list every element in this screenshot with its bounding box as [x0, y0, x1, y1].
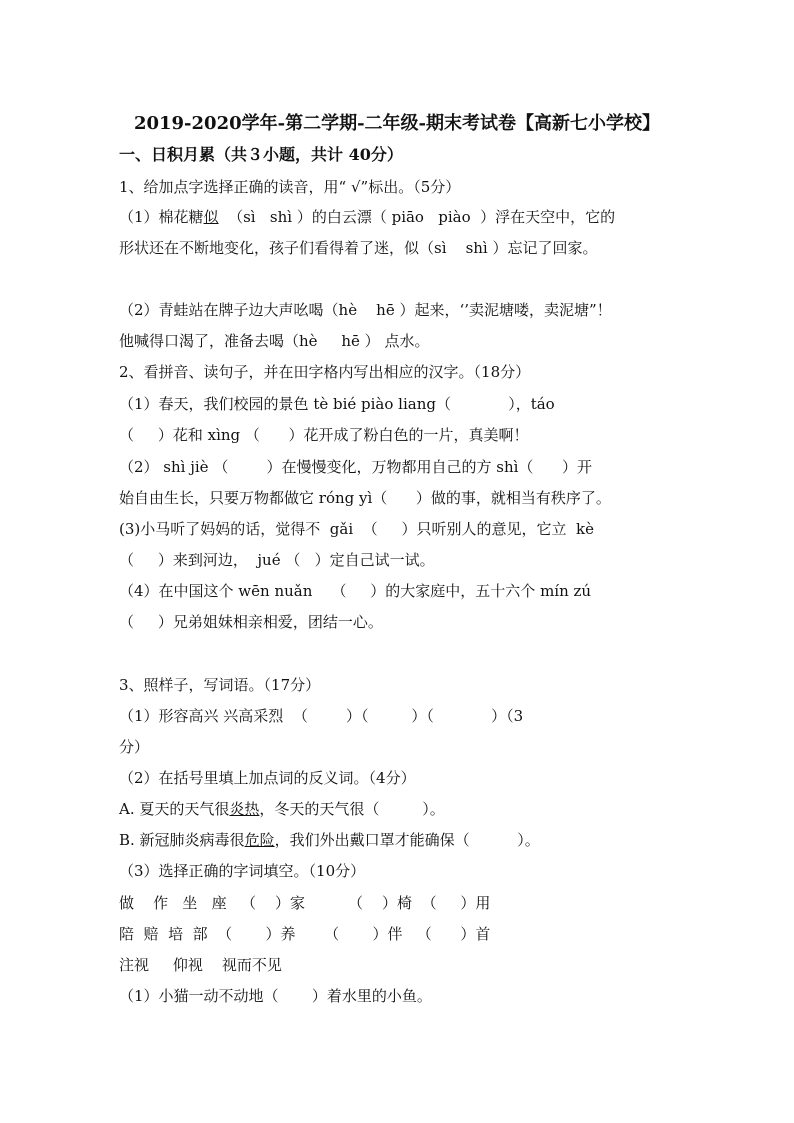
question-3-line-5: B. 新冠肺炎病毒很危险，我们外出戴口罩才能确保（ ）。 [119, 831, 540, 849]
question-3-line-8: 陪 赔 培 部 （ ）养 （ ）伴 （ ）首 [119, 925, 491, 943]
question-1-line-3: （2）青蛙站在牌子边大声吆喝（hè hē ）起来，‘’卖泥塘喽，卖泥塘”！ [119, 301, 612, 319]
question-3-line-9: 注视 仰视 视而不见 [119, 956, 282, 974]
question-3-line-2: 分） [119, 738, 150, 756]
section-heading: 一、日积月累（共３小题，共计 40分） [119, 145, 403, 164]
question-1-line-2: 形状还在不断地变化，孩子们看得着了迷，似（sì shì ）忘记了回家。 [119, 239, 598, 257]
question-2-line-3: （2） shì jiè （ ）在慢慢变化，万物都用自己的方 shì（ ）开 [119, 458, 593, 476]
question-2-heading: 2、看拼音、读句子，并在田字格内写出相应的汉字。（18分） [119, 363, 531, 381]
question-2-line-7: （4）在中国这个 wēn nuǎn （ ）的大家庭中，五十六个 mín zú [119, 582, 592, 600]
question-2-line-8: （ ）兄弟姐妹相亲相爱，团结一心。 [119, 613, 383, 631]
question-1-line-1: （1）棉花糖似 （sì shì ）的白云漂（ piāo piào ）浮在天空中，它的 [119, 208, 616, 226]
question-2-line-5: (3)小马听了妈妈的话，觉得不 gǎi （ ）只听别人的意见，它立 kè [119, 520, 595, 538]
question-3-line-1: （1）形容高兴 兴高采烈 （ ）（ ）（ ）（3 [119, 707, 524, 725]
question-3-line-4: A. 夏天的天气很炎热，冬天的天气很（ ）。 [119, 800, 445, 818]
question-2-line-6: （ ）来到河边， jué （ ）定自己试一试。 [119, 551, 435, 569]
question-1-heading: 1、给加点字选择正确的读音，用“ √”标出。（5分） [119, 178, 461, 196]
question-3-line-6: （3）选择正确的字词填空。（10分） [119, 862, 366, 880]
page-title: 2019-2020学年-第二学期-二年级-期末考试卷【高新七小学校】 [133, 113, 661, 134]
question-2-line-2: （ ）花和 xìng （ ）花开成了粉白色的一片，真美啊！ [119, 426, 529, 444]
question-3-heading: 3、照样子，写词语。（17分） [119, 676, 321, 694]
question-2-line-4: 始自由生长，只要万物都做它 róng yì（ ）做的事，就相当有秩序了。 [119, 489, 611, 507]
question-1-line-4: 他喊得口渴了，准备去喝（hè hē ） 点水。 [119, 332, 430, 350]
question-3-line-10: （1）小猫一动不动地（ ）着水里的小鱼。 [119, 987, 432, 1005]
question-3-line-7: 做 作 坐 座 （ ）家 （ ）椅 （ ）用 [119, 894, 491, 912]
question-3-line-3: （2）在括号里填上加点词的反义词。（4分） [119, 769, 416, 787]
question-2-line-1: （1）春天，我们校园的景色 tè bié piào liang（ ），táo [119, 395, 555, 413]
